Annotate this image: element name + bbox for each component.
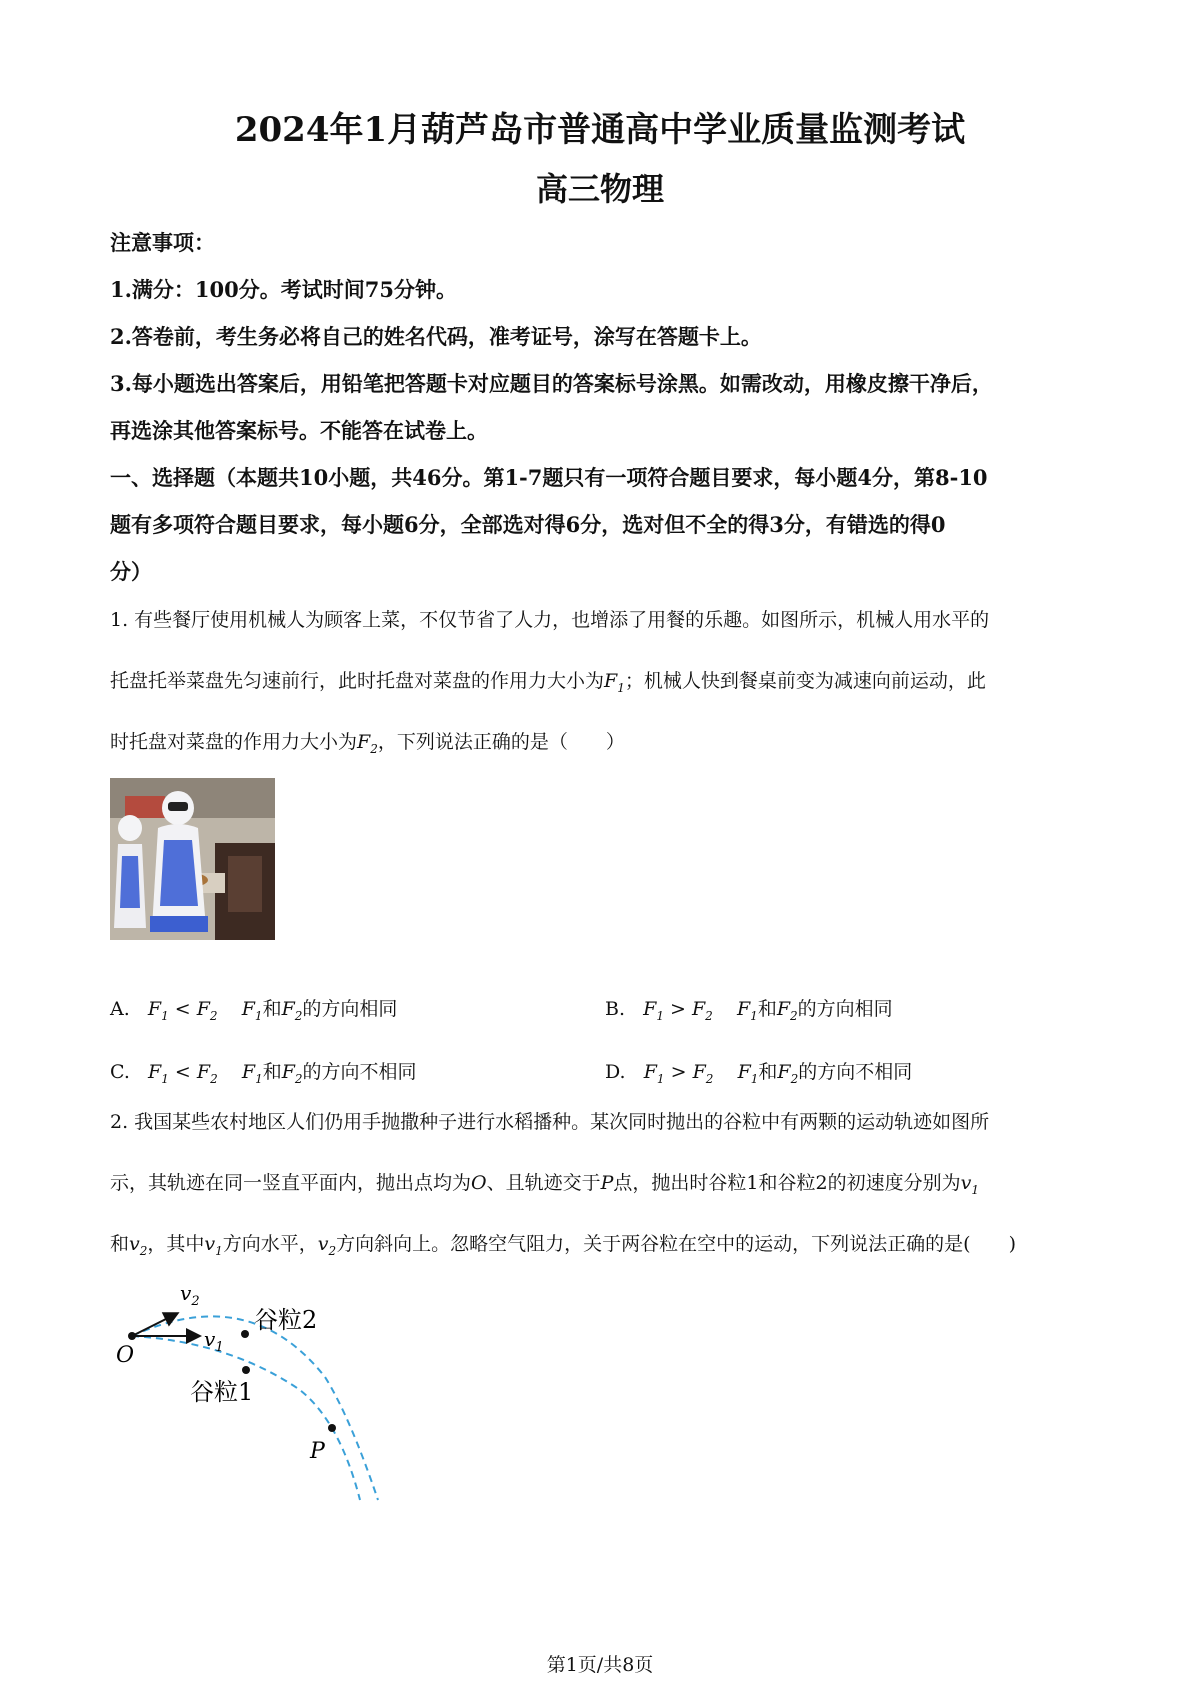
label-o: O <box>116 1343 135 1368</box>
q2-line3: 和$v_2$，其中$v_1$方向水平，$v_2$方向斜向上。忽略空气阻力，关于两谷粒在空中的运动，下列说法正确的是( ) <box>110 1233 1016 1258</box>
symbol-f2: $F_2$ <box>357 731 378 756</box>
note-item-2: 2.答卷前，考生务必将自己的姓名代码，准考证号，涂写在答题卡上。 <box>110 324 762 349</box>
robot-photo-illustration <box>110 778 275 940</box>
velocity-arrow-v2 <box>132 1314 176 1336</box>
page-footer: 第1页/共8页 <box>546 1654 654 1676</box>
exam-title: 2024年1月葫芦岛市普通高中学业质量监测考试 <box>234 110 966 150</box>
q1-line3: 时托盘对菜盘的作用力大小为$F_2$，下列说法正确的是（ ） <box>110 731 625 756</box>
section1-line2: 题有多项符合题目要求，每小题6分，全部选对得6分，选对但不全的得3分，有错选的得0 <box>110 512 946 537</box>
robot-waiter-photo <box>110 778 275 940</box>
q1-option-d[interactable]: D. $F_1 > F_2$ $F_1$和$F_2$的方向不相同 <box>605 1061 913 1086</box>
q1-line1: 1. 有些餐厅使用机械人为顾客上菜，不仅节省了人力，也增添了用餐的乐趣。如图所示，机械人用水平的 <box>110 609 990 631</box>
label-grain-1: 谷粒1 <box>190 1378 254 1406</box>
trajectory-figure <box>110 1262 410 1516</box>
trajectory-grain-2 <box>132 1316 378 1500</box>
q1-option-c[interactable]: C. $F_1 < F_2$ $F_1$和$F_2$的方向不相同 <box>110 1061 417 1086</box>
label-v1: $v_1$ <box>204 1327 224 1355</box>
grain-1-dot <box>242 1366 250 1374</box>
trajectory-diagram <box>110 1262 410 1512</box>
notes-heading: 注意事项： <box>110 230 215 255</box>
point-o <box>128 1332 136 1340</box>
q2-line1: 2. 我国某些农村地区人们仍用手抛撒种子进行水稻播种。某次同时抛出的谷粒中有两颗的运动轨迹如图所 <box>110 1111 990 1133</box>
grain-2-dot <box>241 1330 249 1338</box>
exam-subject: 高三物理 <box>535 170 664 208</box>
note-item-1: 1.满分：100分。考试时间75分钟。 <box>110 277 457 302</box>
q1-line2: 托盘托举菜盘先匀速前行，此时托盘对菜盘的作用力大小为$F_1$；机械人快到餐桌前变为减速向前运动，此 <box>110 670 986 695</box>
label-p: P <box>310 1439 325 1464</box>
section1-line1: 一、选择题（本题共10小题，共46分。第1-7题只有一项符合题目要求，每小题4分，第8-10 <box>110 465 988 490</box>
symbol-f1: $F_1$ <box>604 670 625 695</box>
section1-line3: 分） <box>110 559 152 584</box>
label-v2: $v_2$ <box>180 1281 200 1309</box>
q1-option-b[interactable]: B. $F_1 > F_2$ $F_1$和$F_2$的方向相同 <box>605 998 893 1023</box>
note-item-3-line2: 再选涂其他答案标号。不能答在试卷上。 <box>110 418 488 443</box>
trajectory-grain-1 <box>132 1336 360 1500</box>
q2-line2: 示，其轨迹在同一竖直平面内，抛出点均为O、且轨迹交于P点，抛出时谷粒1和谷粒2的初速度分别为$v_1$ <box>110 1172 979 1197</box>
point-p <box>328 1424 336 1432</box>
q1-option-a[interactable]: A. $F_1 < F_2$ $F_1$和$F_2$的方向相同 <box>110 998 398 1023</box>
note-item-3-line1: 3.每小题选出答案后，用铅笔把答题卡对应题目的答案标号涂黑。如需改动，用橡皮擦干净后， <box>110 371 993 396</box>
label-grain-2: 谷粒2 <box>254 1306 318 1334</box>
